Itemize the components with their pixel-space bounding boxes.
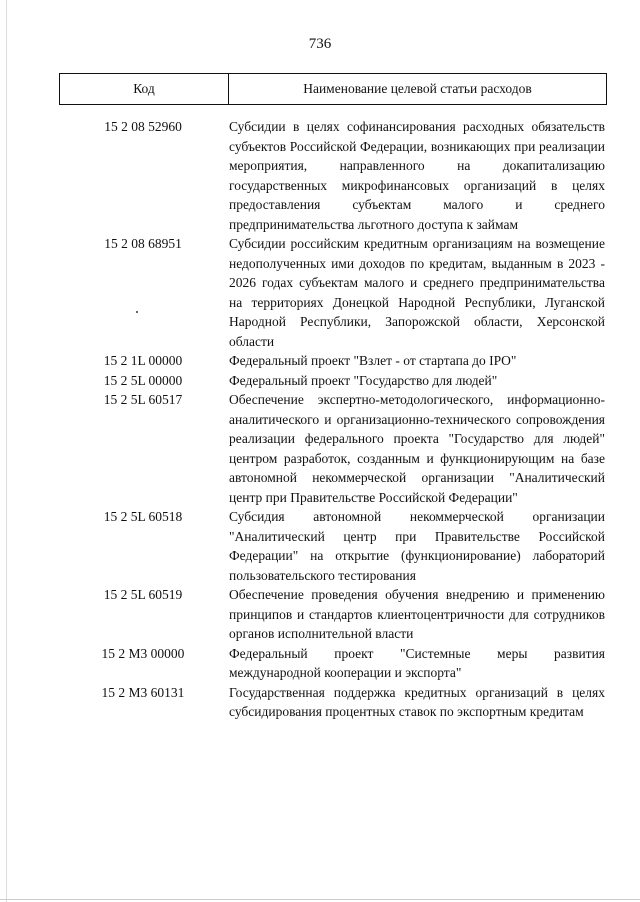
page-number: 736: [308, 36, 332, 52]
entry-code: 15 2 1L 00000: [103, 353, 183, 368]
entry-description: Государственная поддержка кредитных организаций в целях субсидирования процентных ставок по экспортным кредитам: [229, 684, 605, 719]
entry-row: [59, 117, 607, 234]
entry-code: 15 2 5L 60519: [103, 587, 183, 602]
entry-row: [59, 371, 607, 391]
entry-row: [59, 234, 607, 351]
entry-row: [59, 390, 607, 507]
entry-description: Обеспечение проведения обучения внедрению и применению принципов и стандартов клиентоцентричности для сотрудников органов исполнительной власти: [229, 587, 605, 641]
entry-code: 15 2 08 52960: [104, 119, 182, 134]
entry-description: Федеральный проект "Системные меры развития международной кооперации и экспорта": [229, 645, 605, 680]
entry-row: [59, 683, 607, 722]
scan-left-edge: [6, 0, 7, 902]
entry-code: 15 2 М3 00000: [101, 645, 185, 661]
table-header: [59, 73, 607, 105]
entry-row: [59, 507, 607, 585]
entry-row: [59, 351, 607, 371]
scan-bottom-edge: [0, 899, 640, 900]
entry-description: Субсидии российским кредитным организациям на возмещение недополученных ими доходов по кредитам, выданным в 2023 - 2026 годах субъектам малого и среднего предпринимательства на территориях Донецкой Народной Республики, Луганской Народной Республики, Запорожской области, Херсонской области: [229, 236, 605, 349]
header-name-label: Наименование целевой статьи расходов: [303, 81, 532, 96]
entry-description: Федеральный проект "Государство для людей": [229, 372, 498, 388]
entry-description: Федеральный проект "Взлет - от стартапа до IPO": [229, 353, 517, 368]
entry-description: Субсидии в целях софинансирования расходных обязательств субъектов Российской Федерации, возникающих при реализации мероприятия, направленного на докапитализацию государственных микрофинансовых организаций в целях предоставления субъектам малого и среднего предпринимательства льготного доступа к займам: [229, 119, 605, 232]
entry-description: Субсидия автономной некоммерческой организации "Аналитический центр при Правительстве Российской Федерации" на открытие (функционирование) лабораторий пользовательского тестирования: [229, 509, 605, 583]
entry-row: [59, 585, 607, 644]
entry-code: 15 2 5L 00000: [103, 372, 183, 388]
entry-row: [59, 644, 607, 683]
header-code-label: Код: [60, 74, 229, 104]
entry-description: Обеспечение экспертно-методологического, информационно-аналитического и организационно-технического сопровождения реализации федерального проекта "Государство для людей" центром разработок, созданным и функционирующим на базе автономной некоммерческой организации "Аналитический центр при Правительстве Российской Федерации": [229, 392, 605, 505]
entry-code: 15 2 08 68951: [104, 236, 182, 251]
entries-list: [59, 117, 607, 722]
entry-code: 15 2 5L 60517: [103, 392, 183, 407]
entry-code: 15 2 М3 60131: [101, 684, 185, 700]
entry-code: 15 2 5L 60518: [103, 509, 183, 524]
